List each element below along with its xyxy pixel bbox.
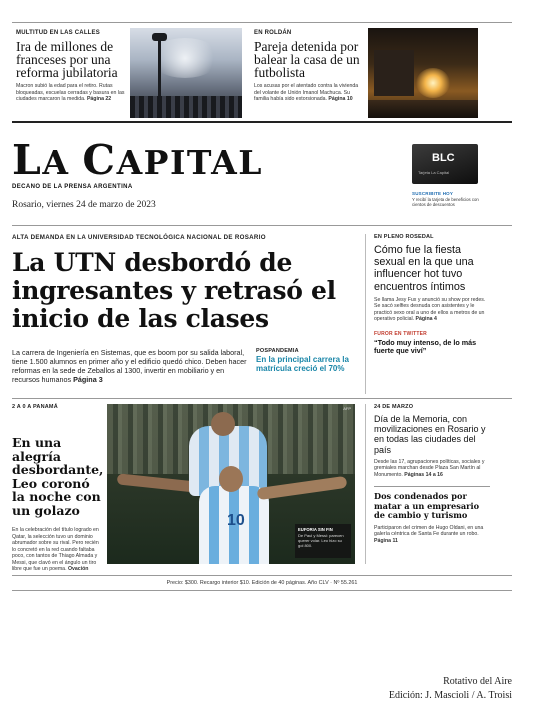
- caption-kicker: EUFORIA SIN FIN: [298, 527, 333, 532]
- quote-kicker: FUROR EN TWITTER: [374, 330, 427, 337]
- football-story[interactable]: [12, 436, 104, 573]
- column-divider: [365, 234, 366, 394]
- divider: [12, 225, 512, 226]
- crime-headline[interactable]: Dos condenados por matar a un empresario de cambio y turismo: [374, 491, 480, 521]
- caption-text: De Paul y Messi: parecen querer volar. Leo hizo su gol 800.: [298, 533, 344, 548]
- teaser-kicker: MULTITUD EN LAS CALLES: [16, 30, 100, 36]
- right-body: Se llama Jesy Fux y anunció su show por redes. Se sacó selfies desnuda con asistentes y le practicó sexo oral a uno de ellos a metros de un operativo policial. Página 4: [374, 296, 486, 323]
- masthead: [12, 128, 512, 228]
- teaser-headline[interactable]: Pareja detenida por balear la casa de un futbolista: [254, 39, 360, 80]
- teaser-kicker: EN ROLDÁN: [254, 30, 292, 36]
- divider: [12, 22, 512, 23]
- crime-body: Participaron del crimen de Hugo Oldani, en una galería céntrica de Santa Fe durante un robo. Página 11: [374, 524, 484, 544]
- photo-caption: [295, 524, 351, 558]
- subscribe-kicker: SUSCRIBITE HOY: [412, 191, 454, 196]
- divider: [12, 590, 512, 591]
- subscribe-text: Y recibí la tarjeta de beneficios con cientos de descuentos: [412, 197, 479, 208]
- memoria-kicker: 24 DE MARZO: [374, 404, 414, 410]
- right-story[interactable]: [374, 234, 490, 356]
- memoria-body: Desde las 17, agrupaciones políticas, sociales y gremiales marchan desde Plaza San Martín al Monumento. Páginas 14 a 16: [374, 458, 485, 478]
- memoria-headline[interactable]: Día de la Memoria, con movilizaciones en Rosario y en todas las ciudades del país: [374, 414, 486, 455]
- side-kicker: POSPANDEMIA: [256, 348, 299, 354]
- main-side-note[interactable]: [256, 348, 356, 373]
- teaser-roldan[interactable]: [254, 30, 366, 103]
- credits-line-2: Edición: J. Mascioli / A. Troisi: [388, 690, 512, 701]
- main-story[interactable]: [12, 234, 357, 396]
- newspaper-logo[interactable]: LA CAPITAL: [12, 136, 263, 184]
- football-kicker: 2 A 0 A PANAMÁ: [12, 404, 58, 410]
- divider: [12, 575, 512, 576]
- photo-messi-celebration: [107, 404, 355, 564]
- quote-text: “Todo muy intenso, de lo más fuerte que viví”: [374, 337, 477, 356]
- photo-night-street: [368, 28, 478, 118]
- credits: [389, 675, 512, 703]
- masthead-motto: DECANO DE LA PRENSA ARGENTINA: [12, 184, 133, 190]
- subscribe-promo[interactable]: [412, 191, 492, 208]
- blc-card-label: BLC: [432, 152, 455, 164]
- teaser-france[interactable]: [16, 30, 128, 103]
- right-headline[interactable]: Cómo fue la fiesta sexual en la que una influencer hot tuvo encuentros íntimos: [374, 244, 474, 293]
- main-kicker: ALTA DEMANDA EN LA UNIVERSIDAD TECNOLÓGICA NACIONAL DE ROSARIO: [12, 234, 266, 241]
- teaser-headline[interactable]: Ira de millones de franceses por una reforma jubilatoria: [16, 39, 118, 80]
- right-story-2[interactable]: [374, 404, 490, 544]
- divider: [12, 121, 512, 123]
- football-headline[interactable]: En una alegría desbordante, Leo coronó la noche con un golazo: [12, 435, 104, 518]
- main-lead: La carrera de Ingeniería en Sistemas, que es boom por su salida laboral, tiene 1.500 alumnos en primer año y el edificio quedó chico. Deben hacer reformas en la sede de Zeballos al 1300, invertir en mobiliario y en recursos humanos Página 3: [12, 348, 247, 384]
- right-kicker: EN PLENO ROSEDAL: [374, 234, 434, 240]
- photo-protest: [130, 28, 242, 118]
- divider: [374, 486, 490, 487]
- teaser-body: Macron subió la edad para el retiro. Rutas bloqueadas, escuelas cerradas y basura en las ciudades marcaron la medida. Página 22: [16, 83, 125, 103]
- column-divider: [365, 404, 366, 564]
- dateline: Rosario, viernes 24 de marzo de 2023: [12, 200, 156, 210]
- jersey-number: 10: [227, 512, 245, 529]
- football-body: En la celebración del título logrado en Qatar, la selección tuvo un dominio abrumador sobre su rival. Pero recién lo concretó en la red cuando faltaba poco, con tantos de Thiago Almada y Messi, que clavó en el ángulo un tiro libre que fue un poema. Ovación: [12, 527, 99, 572]
- photo-credit: AFP: [343, 406, 351, 411]
- blc-card-promo[interactable]: [412, 144, 478, 184]
- main-headline[interactable]: La UTN desbordó de ingresantes y retrasó el inicio de las clases: [12, 248, 336, 333]
- price-line: Precio: $300. Recargo interior $10. Edición de 40 páginas. Año CLV · Nº 55.261: [166, 580, 358, 586]
- top-teaser-strip: [12, 22, 512, 122]
- blc-card-sub: Tarjeta La Capital: [418, 170, 450, 175]
- divider: [12, 398, 512, 399]
- side-text: En la principal carrera la matrícula creció el 70%: [256, 355, 349, 373]
- credits-line-1: Rotativo del Aire: [443, 676, 512, 687]
- teaser-body: Los acusas por el atentado contra la vivienda del volante de Unión Imanol Machuca. Su familia había sido extorsionada. Página 10: [254, 83, 359, 103]
